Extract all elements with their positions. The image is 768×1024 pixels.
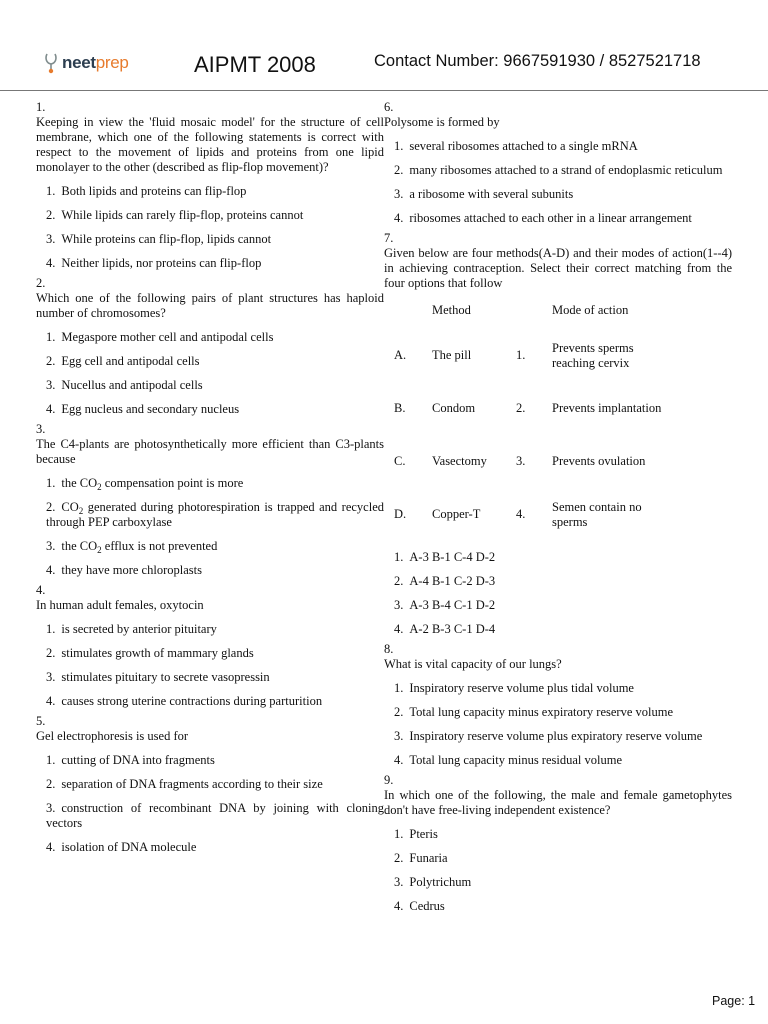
option[interactable]: 1. Pteris bbox=[394, 827, 438, 841]
option[interactable]: 2. many ribosomes attached to a strand of endoplasmic reticulum bbox=[394, 163, 723, 177]
contact-number: Contact Number: 9667591930 / 8527521718 bbox=[374, 52, 701, 70]
question-1 bbox=[36, 100, 384, 271]
question-number: 8. bbox=[384, 642, 394, 656]
question-number: 6. bbox=[384, 100, 394, 114]
match-table-row: A. The pill 1. Prevents sperms reaching cervix bbox=[394, 340, 634, 370]
option[interactable]: 1. cutting of DNA into fragments bbox=[46, 753, 215, 767]
options-list bbox=[384, 550, 732, 637]
option[interactable]: 3. Polytrichum bbox=[394, 875, 472, 889]
question-number: 4. bbox=[36, 583, 46, 597]
match-table bbox=[394, 303, 732, 541]
question-number: 5. bbox=[36, 714, 46, 728]
question-text: Which one of the following pairs of plant structures has haploid number of chromosomes? bbox=[36, 291, 384, 320]
option[interactable]: 2. $CO_2$ generated during photorespiration is trapped and recycled through PEP carboxylase bbox=[46, 500, 384, 529]
option[interactable]: 4. ribosomes attached to each other in a linear arrangement bbox=[394, 211, 692, 225]
question-7 bbox=[384, 231, 732, 637]
option[interactable]: 1. is secreted by anterior pituitary bbox=[46, 622, 217, 636]
question-text: What is vital capacity of our lungs? bbox=[384, 657, 562, 671]
neetprep-logo bbox=[44, 52, 129, 74]
question-number: 9. bbox=[384, 773, 394, 787]
question-text: In human adult females, oxytocin bbox=[36, 598, 204, 612]
option[interactable]: 3. a ribosome with several subunits bbox=[394, 187, 574, 201]
stethoscope-icon bbox=[44, 52, 60, 74]
option[interactable]: 2. separation of DNA fragments according to their size bbox=[46, 777, 323, 791]
question-number: 7. bbox=[384, 231, 394, 245]
question-text: The C4-plants are photosynthetically more efficient than C3-plants because bbox=[36, 437, 384, 466]
options-list bbox=[384, 827, 732, 914]
option[interactable]: 3. Inspiratory reserve volume plus expiratory reserve volume bbox=[394, 729, 703, 743]
mode-header: Mode of action bbox=[552, 303, 629, 317]
option[interactable]: 4. causes strong uterine contractions during parturition bbox=[46, 694, 323, 708]
option[interactable]: 2. Total lung capacity minus expiratory reserve volume bbox=[394, 705, 673, 719]
option[interactable]: 2. While lipids can rarely flip-flop, proteins cannot bbox=[46, 208, 304, 222]
option[interactable]: 1. Both lipids and proteins can flip-flop bbox=[46, 184, 247, 198]
question-2 bbox=[36, 276, 384, 417]
option[interactable]: 3. Nucellus and antipodal cells bbox=[46, 378, 203, 392]
question-8 bbox=[384, 642, 732, 768]
question-4 bbox=[36, 583, 384, 709]
option[interactable]: 1. Inspiratory reserve volume plus tidal volume bbox=[394, 681, 634, 695]
option[interactable]: 4. Egg nucleus and secondary nucleus bbox=[46, 402, 240, 416]
option[interactable]: 4. Cedrus bbox=[394, 899, 445, 913]
option[interactable]: 4. Neither lipids, nor proteins can flip-flop bbox=[46, 256, 262, 270]
question-text: Polysome is formed by bbox=[384, 115, 500, 129]
option[interactable]: 3. stimulates pituitary to secrete vasopressin bbox=[46, 670, 270, 684]
question-text: In which one of the following, the male and female gametophytes don't have free-living independent existence? bbox=[384, 788, 732, 817]
question-3 bbox=[36, 422, 384, 578]
question-number: 1. bbox=[36, 100, 46, 114]
question-number: 2. bbox=[36, 276, 46, 290]
option[interactable]: 3. construction of recombinant DNA by joining with cloning vectors bbox=[46, 801, 384, 830]
logo-wordmark: neetprep bbox=[62, 53, 129, 72]
option[interactable]: 2. Egg cell and antipodal cells bbox=[46, 354, 200, 368]
option[interactable]: 4. they have more chloroplasts bbox=[46, 563, 202, 577]
options-list bbox=[384, 139, 732, 226]
option[interactable]: 2. stimulates growth of mammary glands bbox=[46, 646, 254, 660]
options-list bbox=[36, 622, 384, 709]
option[interactable]: 2. Funaria bbox=[394, 851, 448, 865]
option[interactable]: 1. A-3 B-1 C-4 D-2 bbox=[394, 550, 496, 564]
question-text: Keeping in view the 'fluid mosaic model' for the structure of cell membrane, which one of the following statements is correct with respect to the movement of lipids and proteins from one lipid monolayer to the other (described as flip-flop movement)? bbox=[36, 115, 384, 174]
left-column bbox=[36, 100, 384, 855]
option[interactable]: 4. Total lung capacity minus residual volume bbox=[394, 753, 622, 767]
page-number: Page: 1 bbox=[712, 994, 756, 1008]
options-list bbox=[36, 184, 384, 271]
options-list bbox=[36, 476, 384, 578]
question-text: Gel electrophoresis is used for bbox=[36, 729, 189, 743]
option[interactable]: 1. Megaspore mother cell and antipodal cells bbox=[46, 330, 274, 344]
question-number: 3. bbox=[36, 422, 46, 436]
exam-title: AIPMT 2008 bbox=[194, 52, 316, 77]
question-6 bbox=[384, 100, 732, 226]
page-header bbox=[0, 0, 768, 92]
options-list bbox=[36, 330, 384, 417]
option[interactable]: 3. A-3 B-4 C-1 D-2 bbox=[394, 598, 496, 612]
option[interactable]: 4. A-2 B-3 C-1 D-4 bbox=[394, 622, 496, 636]
options-list bbox=[36, 753, 384, 855]
option[interactable]: 1. several ribosomes attached to a single mRNA bbox=[394, 139, 638, 153]
question-text: Given below are four methods(A-D) and their modes of action(1--4) in achieving contraception. Select their correct matching from the four options that follow bbox=[384, 246, 732, 290]
option[interactable]: 3. While proteins can flip-flop, lipids cannot bbox=[46, 232, 272, 246]
method-header: Method bbox=[432, 303, 471, 317]
option[interactable]: 2. A-4 B-1 C-2 D-3 bbox=[394, 574, 496, 588]
header-divider bbox=[0, 90, 768, 91]
right-column bbox=[384, 100, 732, 914]
option[interactable]: 1. the $CO_2$ compensation point is more bbox=[46, 476, 244, 492]
match-table-row: D. Copper-T 4. Semen contain no sperms bbox=[394, 499, 642, 529]
match-table-header bbox=[394, 303, 732, 329]
option[interactable]: 4. isolation of DNA molecule bbox=[46, 840, 197, 854]
question-5 bbox=[36, 714, 384, 855]
match-table-row: B. Condom 2. Prevents implantation bbox=[394, 401, 662, 415]
question-9 bbox=[384, 773, 732, 914]
match-table-row: C. Vasectomy 3. Prevents ovulation bbox=[394, 454, 646, 468]
option[interactable]: 3. the $CO_2$ efflux is not prevented bbox=[46, 539, 218, 555]
options-list bbox=[384, 681, 732, 768]
